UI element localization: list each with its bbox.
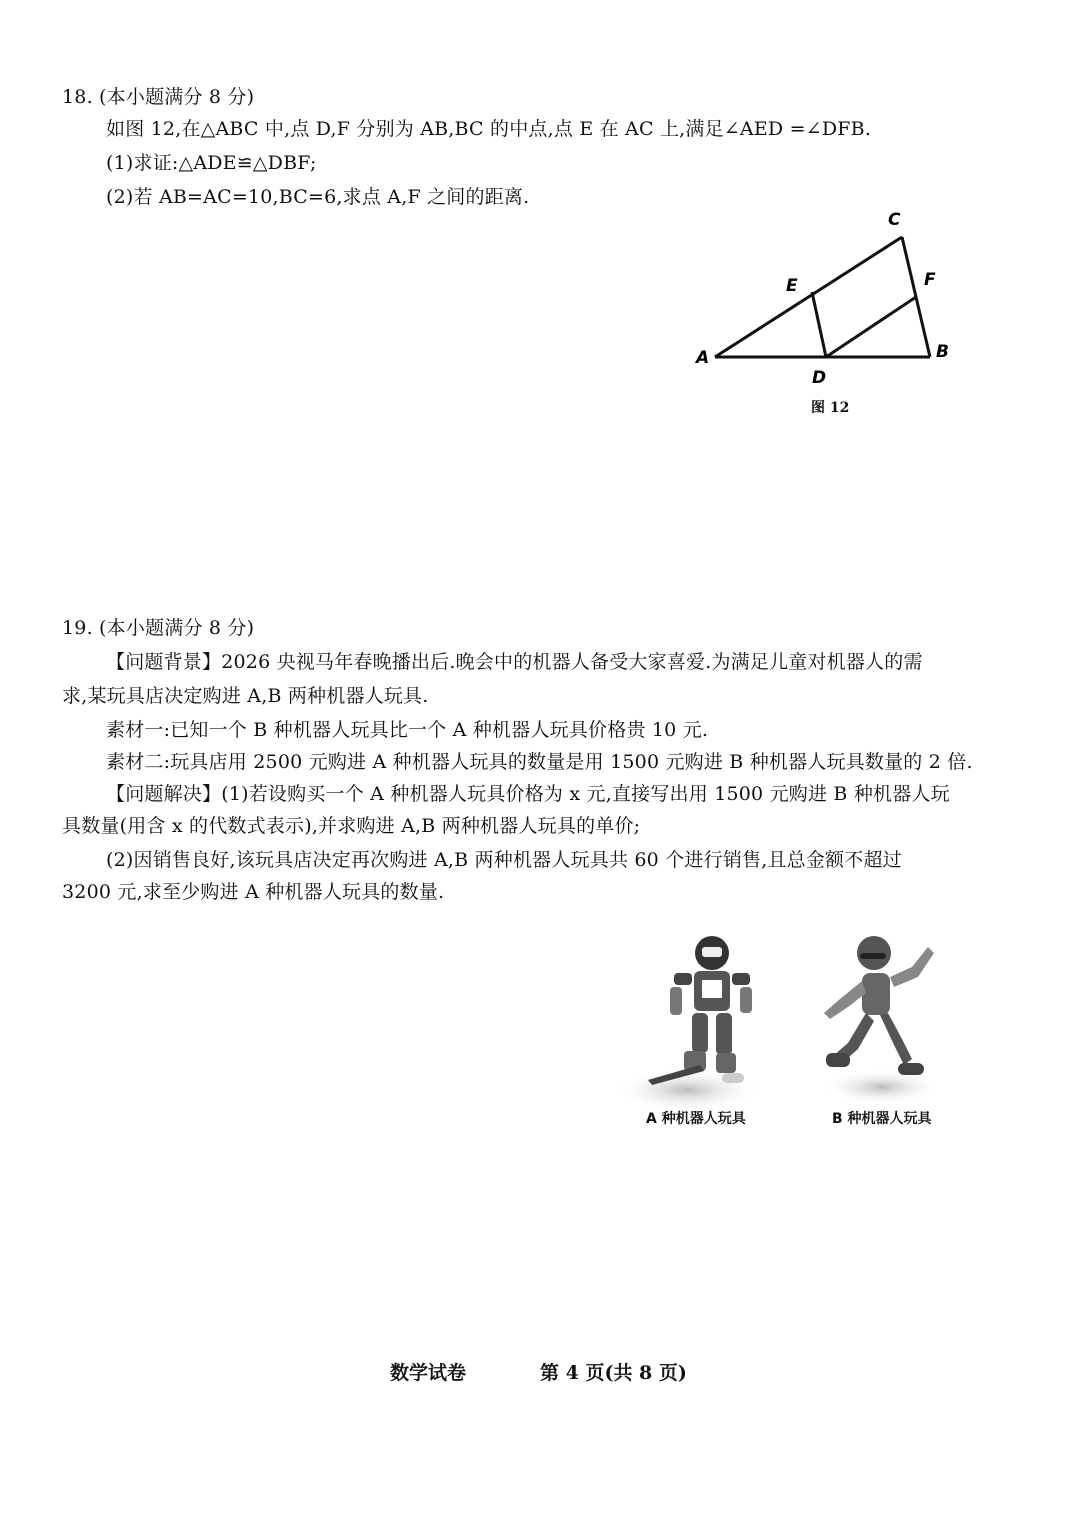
label-f: F: [924, 270, 936, 290]
q19-solve-line1: 【问题解决】(1)若设购买一个 A 种机器人玩具价格为 x 元,直接写出用 1500 元购进 B 种机器人玩: [106, 783, 950, 805]
figure-caption: 图 12: [811, 400, 850, 416]
q18-statement: 如图 12,在△ABC 中,点 D,F 分别为 AB,BC 的中点,点 E 在 AC 上,满足∠AED =∠DFB.: [106, 118, 872, 140]
footer-subject: 数学试卷: [390, 1362, 467, 1384]
segment-de: [812, 292, 826, 357]
label-a: A: [696, 348, 710, 368]
label-c: C: [888, 210, 901, 230]
triangle-figure-12: [690, 205, 960, 420]
q18-part2: (2)若 AB=AC=10,BC=6,求点 A,F 之间的距离.: [106, 186, 530, 208]
q19-part2-line1: (2)因销售良好,该玩具店决定再次购进 A,B 两种机器人玩具共 60 个进行销售,且总金额不超过: [106, 849, 902, 871]
q18-header: 18. (本小题满分 8 分): [62, 86, 255, 108]
robot-a-caption: A 种机器人玩具: [646, 1111, 746, 1127]
robot-b-icon: [822, 936, 942, 1105]
label-e: E: [786, 276, 798, 296]
q19-background-line2: 求,某玩具店决定购进 A,B 两种机器人玩具.: [62, 685, 429, 707]
label-b: B: [936, 342, 949, 362]
robot-a-icon: [612, 936, 762, 1112]
q19-header: 19. (本小题满分 8 分): [62, 617, 255, 639]
q19-background-line1: 【问题背景】2026 央视马年春晚播出后.晚会中的机器人备受大家喜爱.为满足儿童对机器人的需: [106, 651, 923, 673]
q18-part1: (1)求证:△ADE≌△DBF;: [106, 152, 317, 174]
q19-material1: 素材一:已知一个 B 种机器人玩具比一个 A 种机器人玩具价格贵 10 元.: [106, 719, 709, 741]
robot-images: [612, 925, 952, 1145]
segment-df: [826, 297, 916, 357]
label-d: D: [812, 368, 827, 388]
q19-part2-line2: 3200 元,求至少购进 A 种机器人玩具的数量.: [62, 881, 445, 903]
q19-solve-line2: 具数量(用含 x 的代数式表示),并求购进 A,B 两种机器人玩具的单价;: [62, 815, 641, 837]
segment-ac: [715, 237, 902, 357]
footer-page-number: 第 4 页(共 8 页): [540, 1362, 687, 1384]
robot-b-caption: B 种机器人玩具: [832, 1111, 932, 1127]
q19-material2: 素材二:玩具店用 2500 元购进 A 种机器人玩具的数量是用 1500 元购进 B 种机器人玩具数量的 2 倍.: [106, 751, 973, 773]
